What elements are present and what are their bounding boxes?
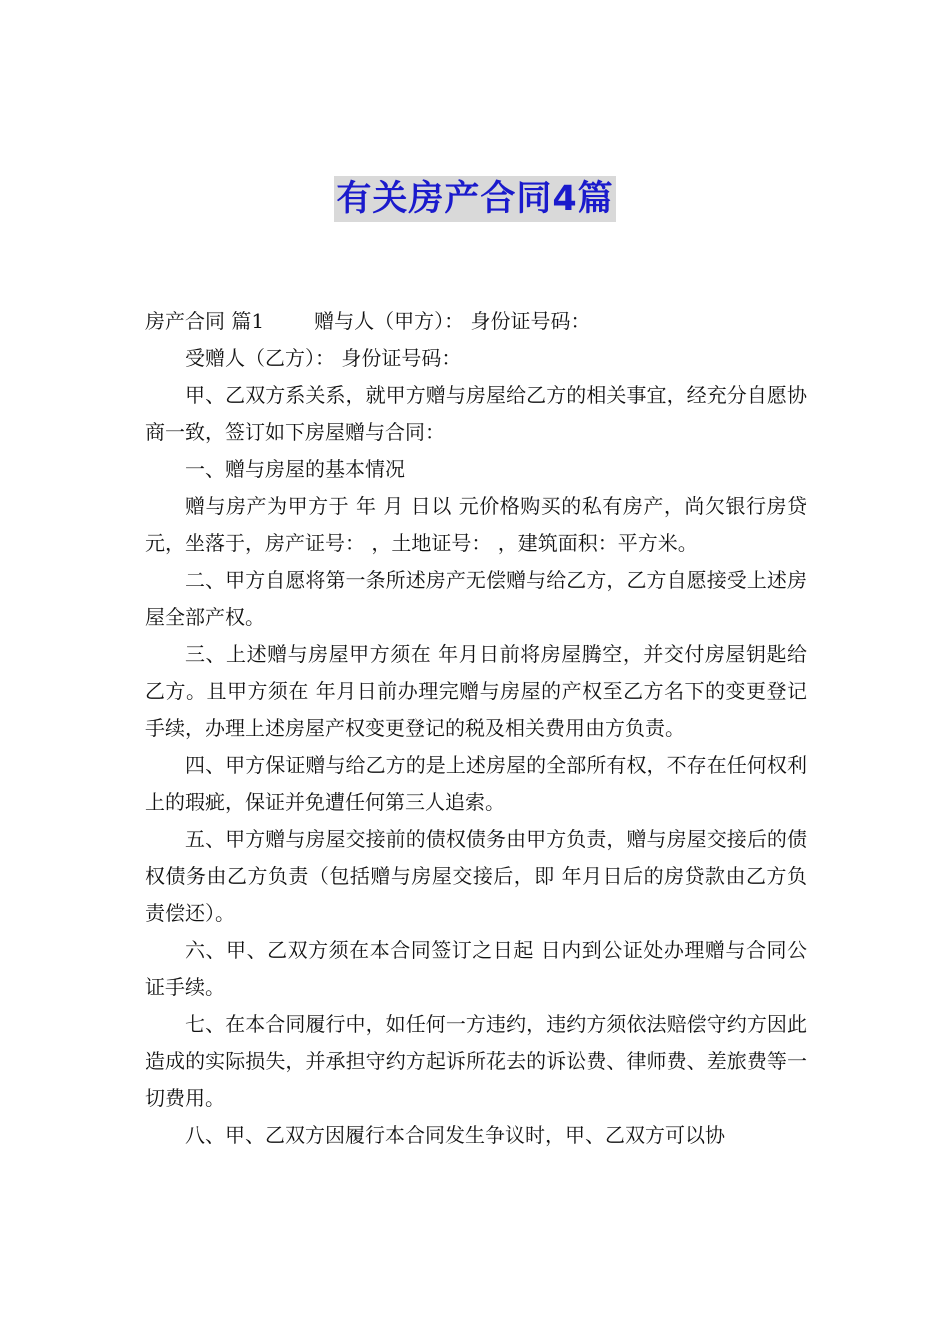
paragraph: 七、在本合同履行中，如任何一方违约，违约方须依法赔偿守约方因此造成的实际损失，并承担守约方起诉所花去的诉讼费、律师费、差旅费等一切费用。 — [145, 1012, 807, 1110]
paragraph: 一、赠与房屋的基本情况 — [185, 457, 405, 481]
paragraph: 二、甲方自愿将第一条所述房产无偿赠与给乙方，乙方自愿接受上述房屋全部产权。 — [145, 568, 807, 629]
paragraph: 甲、乙双方系关系，就甲方赠与房屋给乙方的相关事宜，经充分自愿协商一致，签订如下房屋赠与合同： — [145, 383, 807, 444]
first-line-rest: 赠与人（甲方）： 身份证号码： — [314, 309, 591, 333]
paragraph: 四、甲方保证赠与给乙方的是上述房屋的全部所有权，不存在任何权利上的瑕疵，保证并免遭任何第三人追索。 — [145, 753, 807, 814]
paragraph: 六、甲、乙双方须在本合同签订之日起 日内到公证处办理赠与合同公证手续。 — [145, 938, 807, 999]
title-container — [0, 176, 950, 222]
document-body — [145, 303, 807, 1154]
document-title: 有关房产合同4篇 — [334, 176, 615, 222]
paragraph: 三、上述赠与房屋甲方须在 年月日前将房屋腾空，并交付房屋钥匙给乙方。且甲方须在 年月日前办理完赠与房屋的产权至乙方名下的变更登记手续，办理上述房屋产权变更登记的税及相关费用由方负责。 — [145, 642, 807, 740]
section-label: 房产合同 篇1 — [145, 309, 265, 333]
paragraph: 五、甲方赠与房屋交接前的债权债务由甲方负责，赠与房屋交接后的债权债务由乙方负责（包括赠与房屋交接后，即 年月日后的房贷款由乙方负责偿还）。 — [145, 827, 807, 925]
paragraph: 受赠人（乙方）： 身份证号码： — [185, 346, 462, 370]
paragraph-first — [145, 303, 807, 340]
paragraph: 赠与房产为甲方于 年 月 日以 元价格购买的私有房产，尚欠银行房贷 元，坐落于，房产证号： ，土地证号： ，建筑面积：平方米。 — [145, 494, 807, 555]
paragraph: 八、甲、乙双方因履行本合同发生争议时，甲、乙双方可以协 — [185, 1123, 725, 1147]
